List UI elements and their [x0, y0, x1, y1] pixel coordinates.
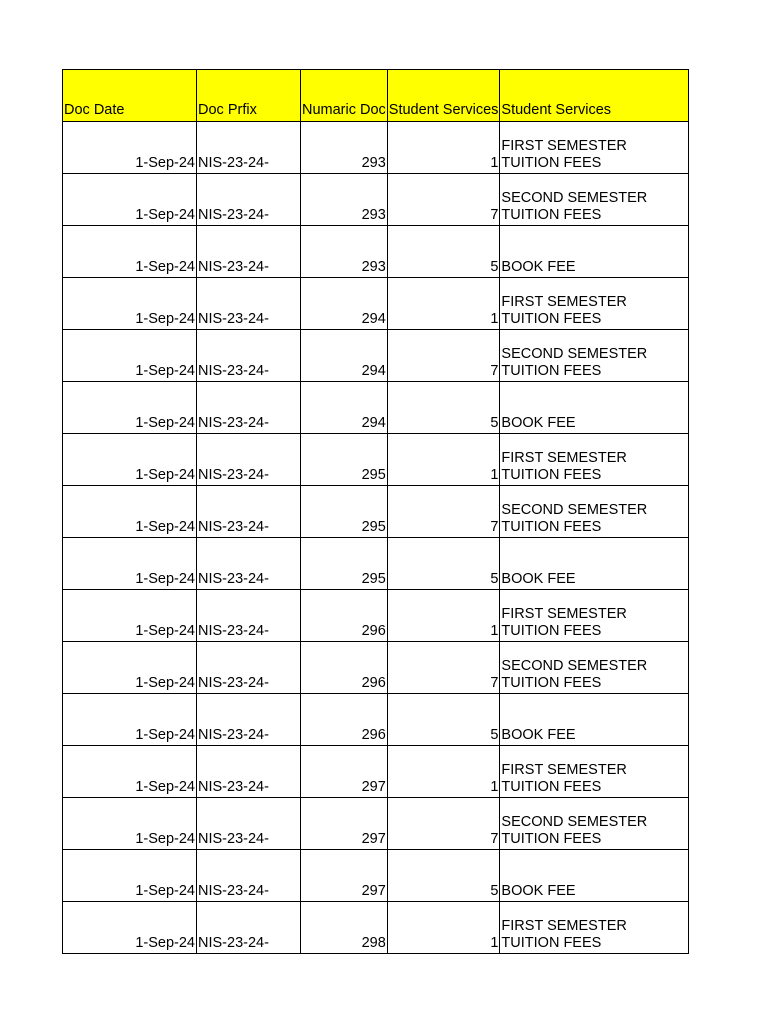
header-row-group: [63, 70, 689, 122]
service-name-cell[interactable]: SECOND SEMESTER TUITION FEES: [500, 486, 689, 538]
numeric-doc-cell[interactable]: 293: [301, 174, 388, 226]
service-name-cell[interactable]: BOOK FEE: [500, 382, 689, 434]
numeric-doc-cell[interactable]: 293: [301, 122, 388, 174]
service-code-cell[interactable]: 7: [387, 798, 500, 850]
table-row: [63, 434, 689, 486]
header-numeric-doc[interactable]: Numaric Doc: [301, 70, 388, 122]
table-row: [63, 902, 689, 954]
numeric-doc-cell[interactable]: 296: [301, 642, 388, 694]
header-doc-date[interactable]: Doc Date: [63, 70, 197, 122]
table-row: [63, 382, 689, 434]
service-name-cell[interactable]: FIRST SEMESTER TUITION FEES: [500, 590, 689, 642]
service-code-cell[interactable]: 1: [387, 746, 500, 798]
table-row: [63, 694, 689, 746]
numeric-doc-cell[interactable]: 294: [301, 382, 388, 434]
table-row: [63, 278, 689, 330]
doc-prefix-cell[interactable]: NIS-23-24-: [197, 694, 301, 746]
doc-prefix-cell[interactable]: NIS-23-24-: [197, 330, 301, 382]
service-name-cell[interactable]: SECOND SEMESTER TUITION FEES: [500, 798, 689, 850]
service-name-cell[interactable]: BOOK FEE: [500, 850, 689, 902]
doc-prefix-cell[interactable]: NIS-23-24-: [197, 278, 301, 330]
doc-prefix-cell[interactable]: NIS-23-24-: [197, 434, 301, 486]
service-name-cell[interactable]: SECOND SEMESTER TUITION FEES: [500, 642, 689, 694]
doc-date-cell[interactable]: 1-Sep-24: [63, 330, 197, 382]
service-name-cell[interactable]: SECOND SEMESTER TUITION FEES: [500, 174, 689, 226]
doc-prefix-cell[interactable]: NIS-23-24-: [197, 746, 301, 798]
service-code-cell[interactable]: 1: [387, 590, 500, 642]
table-row: [63, 174, 689, 226]
service-name-cell[interactable]: BOOK FEE: [500, 226, 689, 278]
service-name-cell[interactable]: FIRST SEMESTER TUITION FEES: [500, 122, 689, 174]
doc-date-cell[interactable]: 1-Sep-24: [63, 174, 197, 226]
service-code-cell[interactable]: 1: [387, 122, 500, 174]
doc-prefix-cell[interactable]: NIS-23-24-: [197, 902, 301, 954]
doc-date-cell[interactable]: 1-Sep-24: [63, 226, 197, 278]
service-code-cell[interactable]: 5: [387, 694, 500, 746]
numeric-doc-cell[interactable]: 296: [301, 694, 388, 746]
doc-prefix-cell[interactable]: NIS-23-24-: [197, 122, 301, 174]
service-code-cell[interactable]: 7: [387, 486, 500, 538]
numeric-doc-cell[interactable]: 295: [301, 538, 388, 590]
table-body: [63, 122, 689, 954]
table-row: [63, 850, 689, 902]
doc-date-cell[interactable]: 1-Sep-24: [63, 486, 197, 538]
doc-date-cell[interactable]: 1-Sep-24: [63, 642, 197, 694]
doc-prefix-cell[interactable]: NIS-23-24-: [197, 798, 301, 850]
service-code-cell[interactable]: 1: [387, 278, 500, 330]
numeric-doc-cell[interactable]: 297: [301, 850, 388, 902]
spreadsheet-table: [62, 69, 689, 954]
service-name-cell[interactable]: BOOK FEE: [500, 694, 689, 746]
service-name-cell[interactable]: FIRST SEMESTER TUITION FEES: [500, 746, 689, 798]
doc-date-cell[interactable]: 1-Sep-24: [63, 434, 197, 486]
table-row: [63, 226, 689, 278]
header-student-services[interactable]: Student Services: [500, 70, 689, 122]
service-name-cell[interactable]: FIRST SEMESTER TUITION FEES: [500, 902, 689, 954]
service-name-cell[interactable]: FIRST SEMESTER TUITION FEES: [500, 278, 689, 330]
table-row: [63, 798, 689, 850]
doc-prefix-cell[interactable]: NIS-23-24-: [197, 486, 301, 538]
numeric-doc-cell[interactable]: 294: [301, 278, 388, 330]
doc-date-cell[interactable]: 1-Sep-24: [63, 590, 197, 642]
header-row: [63, 70, 689, 122]
numeric-doc-cell[interactable]: 298: [301, 902, 388, 954]
service-name-cell[interactable]: BOOK FEE: [500, 538, 689, 590]
header-student-services-code[interactable]: Student Services: [387, 70, 500, 122]
doc-prefix-cell[interactable]: NIS-23-24-: [197, 226, 301, 278]
table-row: [63, 122, 689, 174]
numeric-doc-cell[interactable]: 296: [301, 590, 388, 642]
doc-date-cell[interactable]: 1-Sep-24: [63, 538, 197, 590]
numeric-doc-cell[interactable]: 294: [301, 330, 388, 382]
service-code-cell[interactable]: 5: [387, 226, 500, 278]
doc-prefix-cell[interactable]: NIS-23-24-: [197, 174, 301, 226]
header-doc-prefix[interactable]: Doc Prfix: [197, 70, 301, 122]
table-row: [63, 486, 689, 538]
numeric-doc-cell[interactable]: 297: [301, 798, 388, 850]
table-row: [63, 538, 689, 590]
service-code-cell[interactable]: 1: [387, 902, 500, 954]
service-code-cell[interactable]: 5: [387, 538, 500, 590]
service-code-cell[interactable]: 1: [387, 434, 500, 486]
doc-date-cell[interactable]: 1-Sep-24: [63, 798, 197, 850]
service-code-cell[interactable]: 7: [387, 642, 500, 694]
service-code-cell[interactable]: 7: [387, 174, 500, 226]
service-name-cell[interactable]: SECOND SEMESTER TUITION FEES: [500, 330, 689, 382]
table-row: [63, 746, 689, 798]
service-code-cell[interactable]: 5: [387, 850, 500, 902]
doc-date-cell[interactable]: 1-Sep-24: [63, 746, 197, 798]
doc-prefix-cell[interactable]: NIS-23-24-: [197, 590, 301, 642]
service-code-cell[interactable]: 5: [387, 382, 500, 434]
doc-prefix-cell[interactable]: NIS-23-24-: [197, 850, 301, 902]
service-name-cell[interactable]: FIRST SEMESTER TUITION FEES: [500, 434, 689, 486]
doc-date-cell[interactable]: 1-Sep-24: [63, 902, 197, 954]
doc-date-cell[interactable]: 1-Sep-24: [63, 122, 197, 174]
table-row: [63, 330, 689, 382]
doc-date-cell[interactable]: 1-Sep-24: [63, 278, 197, 330]
doc-prefix-cell[interactable]: NIS-23-24-: [197, 382, 301, 434]
doc-date-cell[interactable]: 1-Sep-24: [63, 694, 197, 746]
doc-prefix-cell[interactable]: NIS-23-24-: [197, 642, 301, 694]
service-code-cell[interactable]: 7: [387, 330, 500, 382]
numeric-doc-cell[interactable]: 295: [301, 486, 388, 538]
table-row: [63, 642, 689, 694]
numeric-doc-cell[interactable]: 295: [301, 434, 388, 486]
numeric-doc-cell[interactable]: 293: [301, 226, 388, 278]
doc-prefix-cell[interactable]: NIS-23-24-: [197, 538, 301, 590]
table-row: [63, 590, 689, 642]
doc-date-cell[interactable]: 1-Sep-24: [63, 850, 197, 902]
numeric-doc-cell[interactable]: 297: [301, 746, 388, 798]
doc-date-cell[interactable]: 1-Sep-24: [63, 382, 197, 434]
